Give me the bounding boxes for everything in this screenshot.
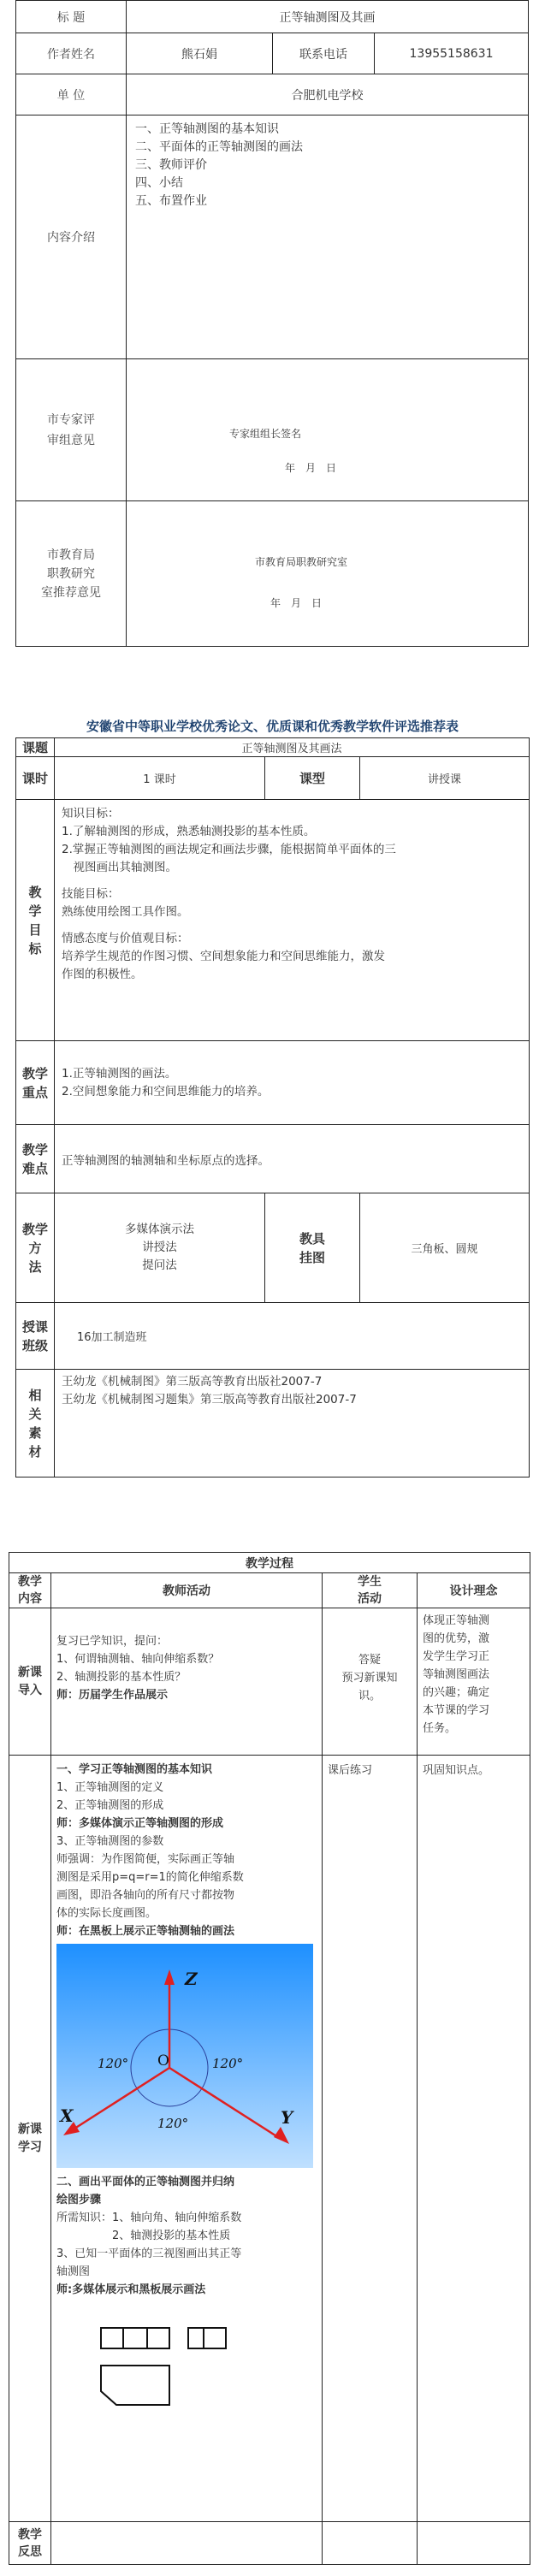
hours-value: 1 课时 — [55, 757, 265, 800]
intro-teacher: 复习已学知识，提问： 1、何谓轴测轴、轴向伸缩系数？ 2、轴测投影的基本性质？ 师：历届学生作品展示 — [51, 1608, 323, 1756]
side-view — [188, 2328, 226, 2348]
col-content: 教学 内容 — [9, 1573, 51, 1608]
front-view — [101, 2328, 169, 2348]
unit-label: 单 位 — [16, 74, 127, 115]
expert-sign: 专家组组长签名 — [229, 428, 302, 440]
reflect-idea — [418, 2522, 530, 2565]
content-list — [127, 115, 529, 359]
content-item: 四、小结 — [135, 176, 183, 190]
content-item: 三、教师评价 — [135, 158, 207, 172]
author-value: 熊石娟 — [127, 33, 273, 74]
expert-opinion — [127, 359, 529, 501]
unit-value: 合肥机电学校 — [127, 74, 529, 115]
hours-label: 课时 — [16, 757, 55, 800]
class-label: 授课 班级 — [16, 1303, 55, 1370]
intro-idea: 体现正等轴测 图的优势，激 发学生学习正 等轴测图画法 的兴趣；确定 本节课的学习 任务。 — [418, 1608, 530, 1756]
learn-teacher: 一、学习正等轴测图的基本知识 1、正等轴测图的定义 2、正等轴测图的形成 师：多媒体演示正等轴测图的形成 3、正等轴测图的参数 师强调：为作图简便，实际画正等轴 测图是采用p=q=r=1的简化伸缩系数 画图，即沿各轴向的所有尺寸都按物 体的实际长度画图。 师：在黑板上展示正等轴测轴的画法 Z X Y O 120° 120° 120° 二、画出平面体的正等轴测图并归纳 绘图步骤 所需知识：1、轴向角、轴向伸缩系数 2、轴测投影的基本性质 3、已知一平面体的三视图画出其正等 轴测图 师:多媒体展示和黑板展示画法 — [51, 1756, 323, 2522]
bureau-date: 年 月 日 — [270, 597, 323, 609]
bureau-sign: 市教育局职教研究室 — [255, 556, 348, 568]
material-content: 王幼龙《机械制图》第三版高等教育出版社2007-7 王幼龙《机械制图习题集》第三版高等教育出版社2007-7 — [55, 1370, 530, 1477]
class-value: 16加工制造班 — [55, 1303, 530, 1370]
content-item: 一、正等轴测图的基本知识 — [135, 122, 279, 136]
phone-label: 联系电话 — [273, 33, 375, 74]
type-value: 讲授课 — [360, 757, 530, 800]
lesson-plan-table — [15, 737, 530, 1477]
difficulty-label: 教学 难点 — [16, 1125, 55, 1193]
x-label: X — [60, 2105, 74, 2126]
intro-label: 新课 导入 — [9, 1608, 51, 1756]
topic-value: 正等轴测图及其画法 — [55, 738, 530, 757]
cover-sheet — [15, 0, 529, 647]
process-table — [9, 1552, 530, 2565]
axis-diagram — [56, 1944, 313, 2168]
title-value: 正等轴测图及其画 — [127, 1, 529, 33]
process-heading: 教学过程 — [9, 1553, 530, 1573]
material-label: 相 关 素 材 — [16, 1370, 55, 1477]
angle-label-left: 120° — [98, 2056, 129, 2071]
reflect-student — [323, 2522, 418, 2565]
difficulty-content: 正等轴测图的轴测轴和坐标原点的选择。 — [55, 1125, 530, 1193]
key-content: 1.正等轴测图的画法。 2.空间想象能力和空间思维能力的培养。 — [55, 1041, 530, 1125]
expert-date: 年 月 日 — [285, 462, 337, 474]
col-idea: 设计理念 — [418, 1573, 530, 1608]
learn-idea: 巩固知识点。 — [418, 1756, 530, 2522]
bureau-label: 市教育局 职教研究 室推荐意见 — [16, 501, 127, 647]
z-label: Z — [185, 1969, 198, 1989]
learn-student: 课后练习 — [323, 1756, 418, 2522]
col-teacher: 教师活动 — [51, 1573, 323, 1608]
method-label: 教学 方 法 — [16, 1193, 55, 1303]
content-item: 五、布置作业 — [135, 194, 207, 208]
origin-label: O — [157, 2052, 169, 2070]
content-label: 内容介绍 — [16, 115, 127, 359]
three-view-drawing — [92, 2319, 264, 2431]
goal-label: 教 学 目 标 — [16, 800, 55, 1041]
reflect-teacher — [51, 2522, 323, 2565]
phone-value: 13955158631 — [375, 33, 529, 74]
content-item: 二、平面体的正等轴测图的画法 — [135, 140, 303, 154]
expert-label: 市专家评 审组意见 — [16, 359, 127, 501]
col-student: 学生 活动 — [323, 1573, 418, 1608]
tools-value: 三角板、圆规 — [360, 1193, 530, 1303]
method-content: 多媒体演示法 讲授法 提问法 — [55, 1193, 265, 1303]
y-label: Y — [281, 2107, 293, 2128]
form-title: 安徽省中等职业学校优秀论文、优质课和优秀教学软件评选推荐表 — [86, 719, 459, 734]
topic-label: 课题 — [16, 738, 55, 757]
angle-label-right: 120° — [212, 2056, 244, 2071]
bureau-opinion — [127, 501, 529, 647]
angle-label-bottom: 120° — [157, 2116, 189, 2131]
reflect-label: 教学 反思 — [9, 2522, 51, 2565]
tools-label: 教具 挂图 — [265, 1193, 360, 1303]
type-label: 课型 — [265, 757, 360, 800]
title-label: 标 题 — [16, 1, 127, 33]
intro-student: 答疑 预习新课知 识。 — [323, 1608, 418, 1756]
learn-label: 新课 学习 — [9, 1756, 51, 2522]
author-label: 作者姓名 — [16, 33, 127, 74]
key-label: 教学 重点 — [16, 1041, 55, 1125]
goal-content: 知识目标： 1.了解轴测图的形成，熟悉轴测投影的基本性质。 2.掌握正等轴测图的画法规定和画法步骤，能根据简单平面体的三 视图画出其轴测图。 技能目标： 熟练使用绘图工具作图。 情感态度与价值观目标： 培养学生规范的作图习惯、空间想象能力和空间思维能力，激发 作图的积极性。 — [55, 800, 530, 1041]
top-view — [101, 2366, 169, 2405]
